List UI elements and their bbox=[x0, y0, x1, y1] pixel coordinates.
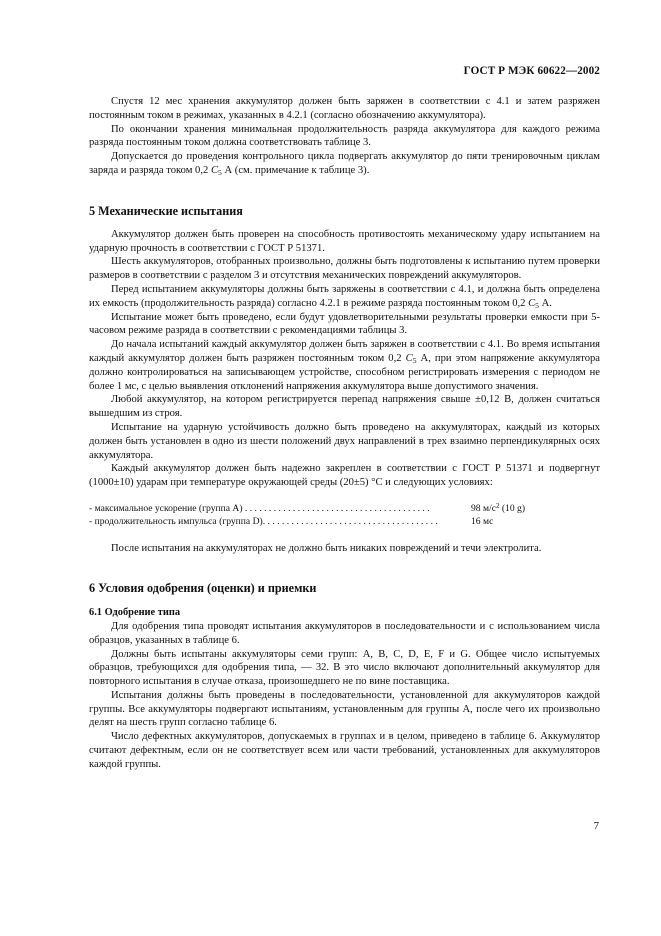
spec-label: - максимальное ускорение (группа А) . . . . . . . . . . . . . . . . . . . . . . . . . . . . . . . . . . . . . . . bbox=[89, 502, 430, 514]
test-conditions-list bbox=[89, 503, 600, 529]
paragraph: Любой аккумулятор, на котором регистрируется перепад напряжения свыше ±0,12 В, должен считаться вышедшим из строя. bbox=[89, 394, 600, 420]
paragraph: До начала испытаний каждый аккумулятор должен быть заряжен в соответствии с 4.1. Во время испытания каждый аккумулятор должен быть разряжен постоянным током 0,2 $C_5$ А, при этом напряжение аккумулятора должно контролироваться на записывающем устройстве, способном регистрировать измерения с периодом не более 1 мс, с целью выявления отклонений напряжения аккумулятора выше допустимого значения. bbox=[89, 339, 600, 392]
spec-label: - продолжительность импульса (группа D). . . . . . . . . . . . . . . . . . . . . . . . . . . . . . . . . . . . . bbox=[89, 515, 438, 527]
page-number: 7 bbox=[593, 820, 599, 832]
section-heading: 6 Условия одобрения (оценки) и приемки bbox=[89, 581, 317, 596]
paragraph: Допускается до проведения контрольного цикла подвергать аккумулятор до пяти тренировочным циклам заряда и разряда током 0,2 $C_5$ А (см. примечание к таблице 3). bbox=[89, 151, 600, 177]
paragraph: Каждый аккумулятор должен быть надежно закреплен в соответствии с ГОСТ Р 51371 и подвергнут (1000±10) ударам при температуре окружающей среды (20±5) °С и следующих условиях: bbox=[89, 463, 600, 489]
paragraph: Спустя 12 мес хранения аккумулятор должен быть заряжен в соответствии с 4.1 и затем разряжен постоянным током в режимах, указанных в 4.2.1 (согласно обозначению аккумулятора). bbox=[89, 96, 600, 121]
paragraph: Перед испытанием аккумуляторы должны быть заряжены в соответствии с 4.1, и должна быть определена их емкость (продолжительность разряда) согласно 4.2.1 в режиме разряда постоянным током 0,2 $C_5$ А. bbox=[89, 283, 600, 310]
spec-value: 16 мс bbox=[471, 515, 494, 527]
paragraph: После испытания на аккумуляторах не должно быть никаких повреждений и течи электролита. bbox=[111, 542, 542, 554]
paragraph: Аккумулятор должен быть проверен на способность противостоять механическому удару испытанием на ударную прочность в соответствии с ГОСТ Р 51371. bbox=[89, 228, 600, 254]
spec-value: 98 $м/с^2$ (10 g) bbox=[471, 502, 526, 514]
spec-row bbox=[89, 503, 600, 516]
document-header: ГОСТ Р МЭК 60622—2002 bbox=[463, 65, 600, 77]
paragraph: Испытание может быть проведено, если будут удовлетворительными результаты проверки емкости при 5-часовом режиме разряда в соответствии с рекомендациями таблицы 3. bbox=[89, 311, 600, 337]
paragraph: Для одобрения типа проводят испытания аккумуляторов в последовательности и с использованием числа образцов, указанных в таблице 6. bbox=[89, 620, 600, 646]
paragraph: Испытания должны быть проведены в последовательности, установленной для аккумуляторов каждой группы. Все аккумуляторы подвергают испытаниям, установленным для группы А, после чего их произвольно делят на шесть групп согласно таблице 6. bbox=[89, 689, 600, 729]
spec-row bbox=[89, 516, 600, 529]
paragraph: Испытание на ударную устойчивость должно быть проведено на аккумуляторах, каждый из которых должен быть установлен в одно из шести положений двух направлений в трех взаимно перпендикулярных осях аккумулятора. bbox=[89, 421, 600, 461]
section-heading: 5 Механические испытания bbox=[89, 203, 243, 218]
paragraph: Должны быть испытаны аккумуляторы семи групп: A, B, C, D, E, F и G. Общее число испытуемых образцов, требующихся для одобрения типа, — 32. В это число включают дополнительный аккумулятор для повторного испытания в случае отказа, произошедшего не по вине поставщика. bbox=[89, 648, 600, 688]
subsection-heading: 6.1 Одобрение типа bbox=[89, 607, 181, 619]
paragraph: Число дефектных аккумуляторов, допускаемых в группах и в целом, приведено в таблице 6. Аккумулятор считают дефектным, если он не соответствует всем или части требований, установленных для аккумуляторов каждой группы. bbox=[89, 731, 600, 770]
document-body bbox=[89, 95, 600, 772]
paragraph: По окончании хранения минимальная продолжительность разряда аккумулятора для каждого режима разряда постоянным током должна соответствовать таблице 3. bbox=[89, 123, 600, 149]
paragraph: Шесть аккумуляторов, отобранных произвольно, должны быть подготовлены к испытанию путем проверки размеров в соответствии с разделом 3 и отсутствия механических повреждений аккумуляторов. bbox=[89, 256, 600, 282]
